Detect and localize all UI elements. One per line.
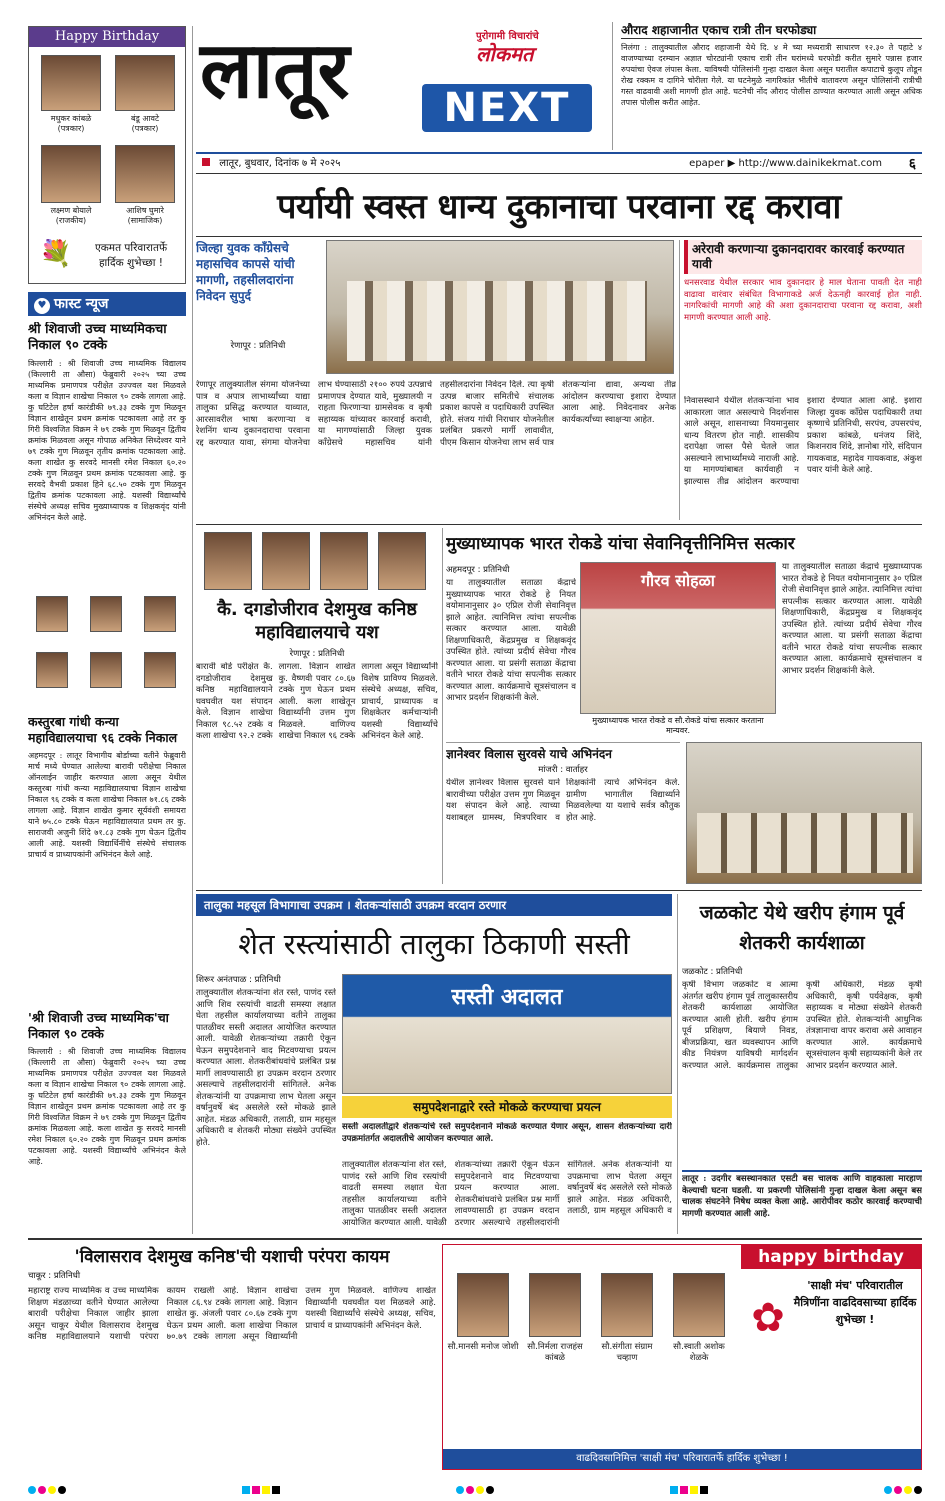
story-headline: 'श्री शिवाजी उच्च माध्यमिक'चा निकाल ९० टक्के bbox=[28, 1010, 169, 1041]
story-body: निलंगा : तालुक्यातील औराद शहाजानी येथे दि. ४ मे च्या मध्यरात्री साधारण १२.३० ते पहाटे ४ वाजण्याच्या दरम्यान अज्ञात चोरट्यांनी एकाच रात्री तीन घरांमध्ये घरफोडी करीत सुमारे पन्नास हजार रुपयांचा ऐवज लंपास केला. याविषयी पोलिसांनी गुन्हा दाखल केला असून घरातील कपाटाचे कुलूप तोडून रोख रक्कम व दागिने चोरीला गेले. या घटनेमुळे नागरिकांत भीतीचे वातावरण असून पोलिसांनी रात्रीची गस्त वाढवावी अशी मागणी होत आहे. घटनेची नोंद औराद पोलीस ठाण्यात करण्यात आली असून अधिक तपास पोलीस करीत आहेत. bbox=[621, 43, 922, 107]
news-photo bbox=[580, 562, 776, 714]
sub-headline: समुपदेशनाद्वारे रस्ते मोकळे करण्याचा प्रयत्न bbox=[342, 1096, 672, 1118]
wish-line: एकमत परिवारातर्फे bbox=[94, 242, 168, 254]
heart-icon: ♥ bbox=[34, 298, 50, 314]
story-body: किल्लारी : श्री शिवाजी उच्च माध्यमिक विद्यालय (किल्लारी ता औसा) फेब्रुवारी २०२५ च्या उच्च माध्यमिक प्रमाणपत्र परीक्षेत उज्ज्वल यश मिळवले कला व विज्ञान शाखेचा निकाल ९० टक्के लागला आहे. कु घटिटेल हर्षा कारंडीकी ७९.३३ टक्के गुण मिळवून विज्ञान शाखेतून प्रथम क्रमांक पटकावला आहे तर कु गिरी विश्वजित विक्रम ने ७९ टक्के गुण मिळवून द्वितीय क्रमांक मिळवला आहे. कला शाखेत कु सरवदे मानसी रमेश निकाल ६०.२० टक्के गुण मिळवून प्रथम क्रमांक पटकावला आहे. यशस्वी विद्यार्थ्यांचे अभिनंदन केले आहे. bbox=[28, 1047, 186, 1166]
brief-box bbox=[682, 1170, 922, 1234]
photo-caption: सस्ती अदालतीद्वारे शेतकऱ्यांचे रस्ते समुपदेशनाने मोकळे करण्यात येणार असून, शासन शेतकऱ्यांच्या दारी उपक्रमांतर्गत अदालतीचे आयोजन करण्यात आले. bbox=[342, 1122, 672, 1144]
flower-icon: ✿ bbox=[751, 1295, 785, 1341]
story-body-continued: तालुक्यातील शेतकऱ्यांना शेत रस्ते, पाणंद रस्ते आणि शिव रस्त्यांची वाढती समस्या लक्षात घेता तहसील कार्यालयाच्या वतीने तालुका पातळीवर सस्ती अदालत आयोजित करण्यात आली. यावेळी शेतकऱ्यांच्या तक्रारी ऐकून घेऊन समुपदेशनाने वाद मिटवण्याचा प्रयत्न करण्यात आला. शेतकरीबांधवांचे प्रलंबित प्रश्न मार्गी लावण्यासाठी हा उपक्रम वरदान ठरणार असल्याचे तहसीलदारांनी सांगितले. अनेक शेतकऱ्यांनी या उपक्रमाचा लाभ घेतला असून वर्षानुवर्षे बंद असलेले रस्ते मोकळे झाले आहेत. मंडळ अधिकारी, तलाठी, ग्राम महसूल अधिकारी व bbox=[342, 1160, 672, 1228]
story-body: अहमदपूर : लातूर विभागीय बोर्डाच्या वतीने फेब्रुवारी मार्च मध्ये घेण्यात आलेल्या बारावी परीक्षेचा निकाल ऑनलाईन जाहीर करण्यात आला असून येथील कस्तुरबा गांधी कन्या महाविद्यालयाचा विज्ञान शाखेचा निकाल ९६ टक्के व कला शाखेचा निकाल ७१.८६ टक्के लागला आहे. विज्ञान शाखेत कुमार सूर्यवंशी समायरा याने ७५.८० टक्के घेऊन महाविद्यालयात प्रथम तर कु. साराजवी अजुनी शिंदे ७१.८३ टक्के गुण घेऊन द्वितीय आली आहे. यशस्वी विद्यार्थिनींचे संस्थेचे संचालक प्राचार्य व प्राध्यापकांनी अभिनंदन केले आहे. bbox=[28, 751, 186, 859]
person-role: (पत्रकार) bbox=[57, 124, 85, 133]
dateline: रेणापूर : प्रतिनिधी bbox=[230, 341, 286, 351]
tagline: पुरोगामी विचारांचे bbox=[476, 31, 539, 42]
story-body: निवासस्थाने येथील शेतकऱ्यांना भाव आकारला जात असल्याचे निदर्शनास आले असून, शासनाच्या नियमानुसार धान्य वितरण होत नाही. शासकीय दरापेक्षा जास्त पैसे घेतले जात असल्याने लाभार्थ्यांमध्ये नाराजी आहे. या मागण्यांबाबत कार्यवाही न झाल्यास तीव्र आंदोलन करण्याचा इशारा देण्यात आला आहे. इशारा जिल्हा युवक काँग्रेस पदाधिकारी तथा कृष्णाचे प्रतिनिधी, सरपंच, उपसरपंच, प्रकाश कांबळे, धनंजय शिंदे, किशनराव शिंदे, ज्ञानोबा गोरे, संदिपान गायकवाड, महादेव गायकवाड, अंकुश पवार यांनी केले आहे. bbox=[684, 396, 922, 487]
person-name: सौ.संगीता संग्राम चव्हाण bbox=[601, 1342, 653, 1363]
photo-banner: गौरव सोहळा bbox=[641, 571, 715, 590]
portrait bbox=[41, 145, 101, 203]
story-lede: धनसरवाड येथील सरकार भाव दुकानदार हे माल घेताना पावती देत नाही वाढावा वारंवार संबंधित विभागाकडे अर्ज देऊनही कारवाई होत नाही. नागरिकांची मागणी आहे की अशा दुकानदाराचा परवाना रद्द करावा, अशी मागणी करण्यात आली आहे. bbox=[684, 278, 922, 323]
portrait bbox=[41, 55, 101, 111]
next-logo: NEXT bbox=[422, 84, 592, 132]
story-headline: कै. दगडोजीराव देशमुख कनिष्ठ महाविद्यालयाचे यश bbox=[217, 599, 417, 643]
dateline: अहमदपूर : प्रतिनिधी bbox=[446, 565, 510, 575]
person-name: आशिष घुमारे bbox=[126, 206, 164, 215]
story-body: रेणापूर तालुक्यातील संगमा योजनेच्या पात्र व अपात्र लाभार्थ्यांच्या याद्या तालुका प्रसिद्ध करण्यात याव्यात, आरसावरील भाषा करणाऱ्या व रेशनिंग धान्य दुकानदाराचा परवाना रद्द करण्यात यावा, संगमा योजनेचा लाभ घेण्यासाठी २१०० रुपये उत्पन्नाचे प्रमाणपत्र देण्यात यावे, मुख्यालयी न राहता फिरणाऱ्या ग्रामसेवक व कृषी सहाय्यक यांच्यावर कारवाई करावी, या मागण्यांसाठी जिल्हा युवक काँग्रेसचे महासचिव यांनी तहसीलदारांना निवेदन दिले. त्या कृषी उत्पन्न बाजार समितीचे संचालक प्रकाश कापसे व पदाधिकारी उपस्थित होते. संजय गांधी निराधार योजनेतील प्रलंबित प्रकरणे मार्गी लावावीत, पीएम किसान योजनेचा लाभ सर्व पात्र शेतकऱ्यांना द्यावा, अन्यथा तीव्र आंदोलन करण्याचा इशारा देण्यात आला आहे. निवेदनावर अनेक कार्यकर्त्यांच्या स्वाक्षऱ्या आहेत. bbox=[196, 380, 676, 448]
story-headline: मुख्याध्यापक भारत रोकडे यांचा सेवानिवृत्तीनिमित्त सत्कार bbox=[446, 534, 795, 554]
story-body: बारावी बोर्ड परीक्षेत कै. दगडोजीराव देशमुख कनिष्ठ महाविद्यालयाने घवघवीत यश संपादन केले. विज्ञान शाखेचा निकाल ९८.५२ टक्के व कला शाखेचा ९२.२ टक्के लागला. विज्ञान शाखेत कु. वैष्णवी पवार ८०.६७ टक्के गुण घेऊन प्रथम आली. कला शाखेतून विद्यार्थ्यांनी उत्तम गुण मिळवले. वाणिज्य शाखेचा निकाल ९६ टक्के लागला असून विद्यार्थ्यांनी विशेष प्राविण्य मिळवले. संस्थेचे अध्यक्ष, सचिव, प्राचार्य, प्राध्यापक व शिक्षकेतर कर्मचाऱ्यांनी यशस्वी विद्यार्थ्यांचे अभिनंदन केले आहे. bbox=[196, 662, 438, 741]
flower-bouquet-icon: 💐 bbox=[39, 239, 73, 269]
portrait bbox=[457, 1273, 509, 1337]
photo-caption: मुख्याध्यापक भारत रोकडे व सौ.रोकडे यांचा सत्कार करताना मान्यवर. bbox=[592, 716, 764, 735]
story-headline: शेत रस्त्यांसाठी तालुका ठिकाणी सस्ती bbox=[238, 927, 630, 961]
story-headline: श्री शिवाजी उच्च माध्यमिकचा निकाल ९० टक्के bbox=[28, 322, 167, 353]
person-role: (राजकीय) bbox=[55, 216, 87, 225]
person-name: मधुकर कांबळे bbox=[50, 114, 92, 123]
page-number: ६ bbox=[908, 156, 916, 172]
brief-text: लातूर : उदगीर बसस्थानकात एसटी बस चालक आणि वाहकाला मारहाण केल्याची घटना घडली. या प्रकरणी पोलिसांनी गुन्हा दाखल केला असून बस चालक संघटनेने निषेध व्यक्त केला आहे. आरोपीवर कठोर कारवाई करण्याची मागणी करण्यात आली आहे. bbox=[682, 1174, 922, 1219]
story-headline: जळकोट येथे खरीप हंगाम पूर्व शेतकरी कार्यशाळा bbox=[699, 902, 905, 954]
fast-news-bar bbox=[28, 292, 186, 316]
dateline: लातूर, बुधवार, दिनांक ७ मे २०२५ bbox=[219, 158, 341, 169]
strip-banner: तालुका महसूल विभागाचा उपक्रम । शेतकऱ्यांसाठी उपक्रम वरदान ठरणार bbox=[196, 894, 672, 916]
story-body: किल्लारी : श्री शिवाजी उच्च माध्यमिक विद्यालय (किल्लारी ता औसा) फेब्रुवारी २०२५ च्या उच्च माध्यमिक प्रमाणपत्र परीक्षेत उज्ज्वल यश मिळवले कला व विज्ञान शाखेचा निकाल ९० टक्के लागला आहे. कु घटिटेल हर्षा कारंडीकी ७९.३३ टक्के गुण मिळवून विज्ञान शाखेतून प्रथम क्रमांक पटकावला आहे तर कु गिरी विश्वजित विक्रम ने ७९ टक्के गुण मिळवून द्वितीय क्रमांक मिळवला असून गोपाळ अनिकेत सिध्देश्वर याने ७९ टक्के गुण मिळवून तृतीय क्रमांक पटकावला आहे. कला शाखेत कु सरवदे मानसी रमेश निकाल ६०.२० टक्के गुण मिळवून प्रथम क्रमांक पटकावला आहे. कु सरवदे वैभवी प्रकाश हिने ६८.५० टक्के गुण मिळवून द्वितीय क्रमांक पटकावला आहे. यशस्वी विद्यार्थ्यांचे संस्थेचे अध्यक्ष सचिव मुख्याध्यापक व शिक्षकवृंद यांनी अभिनंदन केले आहे. bbox=[28, 359, 186, 522]
news-photo bbox=[686, 742, 922, 884]
story-body: येथील ज्ञानेश्वर विलास सुरवसे याने बारावीच्या परीक्षेत उत्तम गुण मिळवून यश संपादन केले आहे. त्याच्या यशाबद्दल ग्रामस्थ, मित्रपरिवार व शिक्षकांनी त्याचे अभिनंदन केले. ग्रामीण भागातील विद्यार्थ्याने मिळवलेल्या या यशाचे सर्वत्र कौतुक होत आहे. bbox=[446, 778, 680, 823]
news-photo bbox=[342, 974, 672, 1094]
dateline: शिरूर अनंतपाळ : प्रतिनिधी bbox=[196, 975, 281, 985]
brand-logo: लोकमत bbox=[476, 42, 534, 66]
wish-line: हार्दिक शुभेच्छा ! bbox=[98, 257, 163, 269]
ad-footer: वाढदिवसानिमित्त 'साक्षी मंच' परिवारातर्फे हार्दिक शुभेच्छा ! bbox=[443, 1449, 921, 1469]
person-name: सौ.निर्मला राजहंस कांबळे bbox=[527, 1342, 583, 1363]
story-headline: कस्तुरबा गांधी कन्या महाविद्यालयाचा ९६ टक्के निकाल bbox=[28, 714, 178, 745]
portrait bbox=[601, 1273, 653, 1337]
person-role: (पत्रकार) bbox=[131, 124, 159, 133]
student-photos bbox=[196, 528, 438, 594]
main-headline: पर्यायी स्वस्त धान्य दुकानाचा परवाना रद्द करावा bbox=[277, 187, 841, 227]
dateline: मांजरी : वार्ताहर bbox=[538, 765, 588, 775]
story-body: कृषी विभाग जळकोट व आत्मा अंतर्गत खरीप हंगाम पूर्व तालुकास्तरीय शेतकरी कार्यशाळा आयोजित करण्यात आली होती. खरीप हंगाम पूर्व प्रशिक्षण, बियाणे निवड, बीजप्रक्रिया, खत व्यवस्थापन आणि कीड नियंत्रण याविषयी मार्गदर्शन करण्यात आले. कार्यक्रमास तालुका कृषी अधिकारी, मंडळ कृषी अधिकारी, कृषी पर्यवेक्षक, कृषी सहाय्यक व मोठ्या संख्येने शेतकरी उपस्थित होते. शेतकऱ्यांनी आधुनिक तंत्रज्ञानाचा वापर करावा असे आवाहन करण्यात आले. कार्यक्रमाचे सूत्रसंचालन कृषी सहाय्यकांनी केले तर आभार प्रदर्शन करण्यात आले. bbox=[682, 980, 922, 1071]
photo-banner: सस्ती अदालत bbox=[451, 985, 563, 1010]
person-name: सौ.स्वाती अशोक शेळके bbox=[673, 1342, 725, 1363]
news-photo bbox=[326, 240, 674, 374]
ad-wish: 'साक्षी मंच' परिवारातील मैत्रिणींना वाढदिवसाच्या हार्दिक शुभेच्छा ! bbox=[793, 1279, 917, 1326]
story-headline: अरेरावी करणाऱ्या दुकानदारावर कारवाई करण्यात यावी bbox=[684, 240, 922, 274]
masthead-title: लातूर bbox=[200, 26, 350, 116]
person-name: सौ.मानसी मनोज जोशी bbox=[447, 1342, 519, 1352]
person-name: बंडू आवटे bbox=[130, 114, 160, 123]
student-photos bbox=[28, 590, 186, 712]
portrait bbox=[673, 1273, 725, 1337]
story-body-continued: या तालुक्यातील सताळा केंद्राचे मुख्याध्यापक भारत रोकडे हे नियत वयोमानानुसार ३० एप्रिल रोजी सेवानिवृत्त झाले आहेत. त्यानिमित्त त्यांचा सपत्नीक सत्कार करण्यात आला. यावेळी शिक्षणाधिकारी, केंद्रप्रमुख व शिक्षकवृंद उपस्थित होते. त्यांच्या प्रदीर्घ सेवेचा गौरव करण्यात आला. या प्रसंगी सताळा केंद्राचा वतीने भारत रोकडे यांचा सपत्नीक सत्कार करण्यात आला. कार्यक्रमाचे सूत्रसंचालन व आभार प्रदर्शन शिक्षकांनी केले. bbox=[782, 562, 922, 676]
birthday-box bbox=[28, 26, 186, 284]
birthday-title: Happy Birthday bbox=[29, 27, 185, 47]
portrait bbox=[115, 55, 175, 111]
story-body: या तालुक्यातील सताळा केंद्राचे मुख्याध्यापक भारत रोकडे हे नियत वयोमानानुसार ३० एप्रिल रोजी सेवानिवृत्त झाले आहेत. त्यानिमित्त त्यांचा सपत्नीक सत्कार करण्यात आला. यावेळी शिक्षणाधिकारी, केंद्रप्रमुख व शिक्षकवृंद उपस्थित होते. त्यांच्या प्रदीर्घ सेवेचा गौरव करण्यात आला. या प्रसंगी सताळा केंद्राचा वतीने भारत रोकडे यांचा सपत्नीक सत्कार करण्यात आला. कार्यक्रमाचे सूत्रसंचालन व आभार प्रदर्शन शिक्षकांनी केले. bbox=[446, 578, 576, 703]
ad-title: happy birthday bbox=[741, 1245, 921, 1269]
story-headline: 'विलासराव देशमुख कनिष्ठ'ची यशाची परंपरा कायम bbox=[74, 1247, 390, 1267]
person-name: लक्ष्मण बोयाले bbox=[50, 206, 92, 215]
portrait bbox=[115, 145, 175, 203]
story-headline: औराद शहाजानीत एकाच रात्री तीन घरफोड्या bbox=[621, 22, 922, 39]
story-headline: जिल्हा युवक काँग्रेसचे महासचिव कापसे यांची मागणी, तहसीलदारांना निवेदन सुपुर्द bbox=[196, 241, 295, 303]
fast-news-label: फास्ट न्यूज bbox=[54, 296, 109, 312]
person-role: (सामाजिक) bbox=[127, 216, 163, 225]
registration-marks bbox=[28, 1484, 922, 1496]
dateline: चाकूर : प्रतिनिधी bbox=[28, 1271, 81, 1281]
portrait bbox=[529, 1273, 581, 1337]
epaper-link[interactable]: epaper ▶ http://www.dainikekmat.com bbox=[689, 158, 882, 169]
birthday-ad bbox=[442, 1244, 922, 1470]
story-body: महाराष्ट्र राज्य माध्यमिक व उच्च माध्यमिक शिक्षण मंडळाच्या वतीने घेण्यात आलेल्या बारावी परीक्षेचा निकाल जाहीर झाला असून चाकूर येथील विलासराव देशमुख कनिष्ठ महाविद्यालयाने यशाची परंपरा कायम राखली आहे. विज्ञान शाखेचा निकाल ८६.९४ टक्के लागला आहे. विज्ञान शाखेत कु. अंजली पवार ८०.६७ टक्के गुण घेऊन प्रथम आली. कला शाखेचा निकाल ७०.७९ टक्के लागला असून विद्यार्थ्यांनी उत्तम गुण मिळवले. वाणिज्य शाखेत विद्यार्थ्यांनी घवघवीत यश मिळवले आहे. यशस्वी विद्यार्थ्यांचे संस्थेचे अध्यक्ष, सचिव, प्राचार्य व प्राध्यापकांनी अभिनंदन केले. bbox=[28, 1286, 436, 1342]
story-body: तालुक्यातील शेतकऱ्यांना शेत रस्ते, पाणंद रस्ते आणि शिव रस्त्यांची वाढती समस्या लक्षात घेता तहसील कार्यालयाच्या वतीने तालुका पातळीवर सस्ती अदालत आयोजित करण्यात आली. यावेळी शेतकऱ्यांच्या तक्रारी ऐकून घेऊन समुपदेशनाने वाद मिटवण्याचा प्रयत्न करण्यात आला. शेतकरीबांधवांचे प्रलंबित प्रश्न मार्गी लावण्यासाठी हा उपक्रम वरदान ठरणार असल्याचे तहसीलदारांनी सांगितले. अनेक शेतकऱ्यांनी या उपक्रमाचा लाभ घेतला असून वर्षानुवर्षे बंद असलेले रस्ते मोकळे झाले आहेत. मंडळ अधिकारी, तलाठी, ग्राम महसूल अधिकारी व शेतकरी मोठ्या संख्येने उपस्थित होते. bbox=[196, 988, 336, 1148]
dateline: जळकोट : प्रतिनिधी bbox=[682, 967, 743, 977]
dateline: रेणापूर : प्रतिनिधी bbox=[289, 649, 345, 659]
story-headline: ज्ञानेश्वर विलास सुरवसे याचे अभिनंदन bbox=[446, 747, 612, 761]
